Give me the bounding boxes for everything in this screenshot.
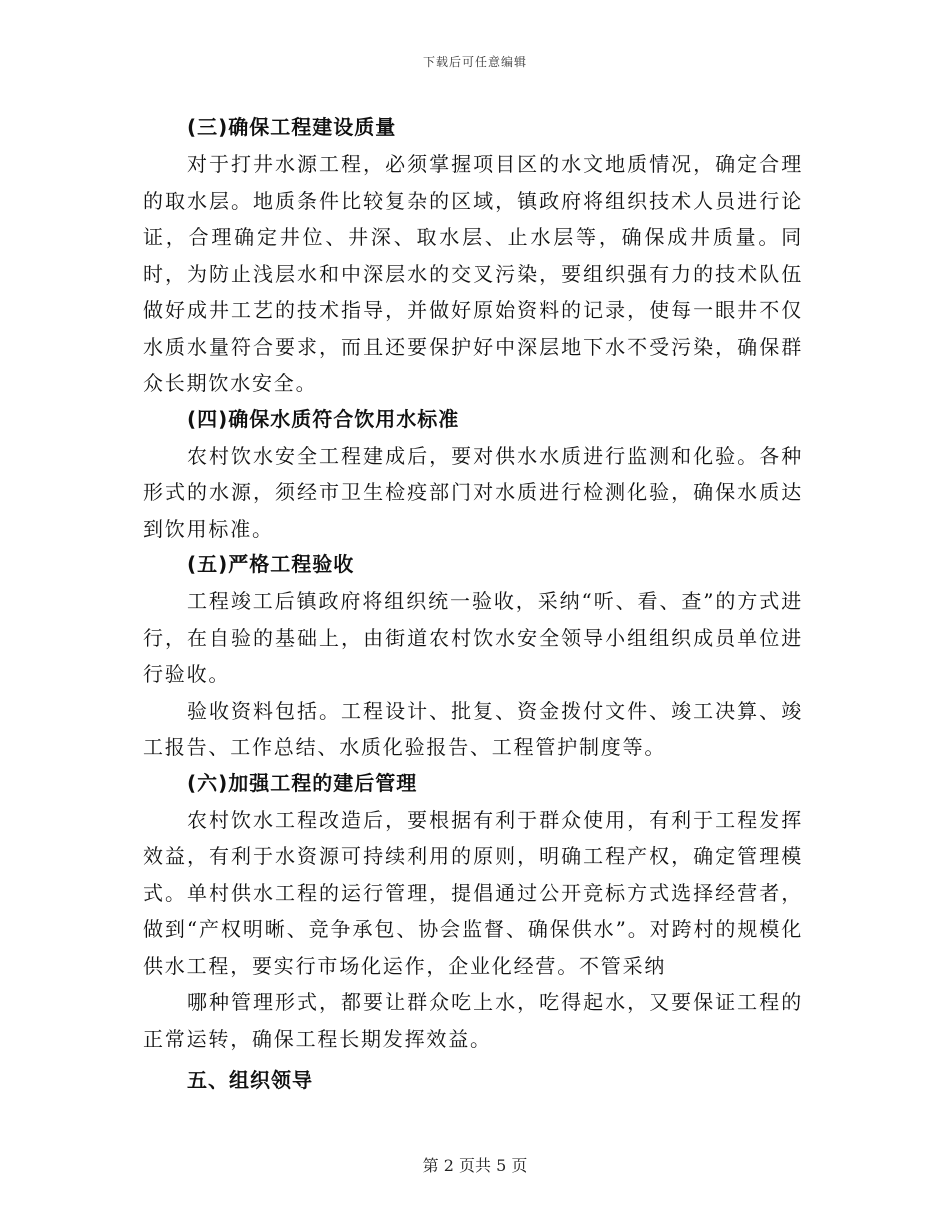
paragraph: 工程竣工后镇政府将组织统一验收，采纳“听、看、查”的方式进行，在自验的基础上，由街道农村饮水安全领导小组组织成员单位进行验收。: [143, 589, 803, 686]
section-4: [143, 402, 803, 548]
section-heading: (六)加强工程的建后管理: [187, 770, 418, 795]
section-heading: (三)确保工程建设质量: [187, 115, 397, 139]
page-header: 下载后可任意编辑: [422, 55, 527, 69]
document-body: [143, 110, 803, 1099]
paragraph: 验收资料包括。工程设计、批复、资金拨付文件、竣工决算、竣工报告、工作总结、水质化验报告、工程管护制度等。: [143, 698, 803, 759]
paragraph: 哪种管理形式，都要让群众吃上水，吃得起水，又要保证工程的正常运转，确保工程长期发挥效益。: [143, 990, 803, 1051]
section-3: [143, 110, 803, 402]
section-6: [143, 766, 803, 1058]
paragraph: 农村饮水安全工程建成后，要对供水水质进行监测和化验。各种形式的水源，须经市卫生检疫部门对水质进行检测化验，确保水质达到饮用标准。: [143, 443, 803, 541]
section-5: [143, 547, 803, 766]
paragraph: 农村饮水工程改造后，要根据有利于群众使用，有利于工程发挥效益，有利于水资源可持续利用的原则，明确工程产权，确定管理模式。单村供水工程的运行管理，提倡通过公开竞标方式选择经营者，做到“产权明晰、竞争承包、协会监督、确保供水”。对跨村的规模化供水工程，要实行市场化运作，企业化经营。不管采纳: [143, 807, 803, 978]
section-five: [143, 1063, 803, 1097]
page-number: 第 2 页共 5 页: [422, 1156, 528, 1175]
section-heading: (五)严格工程验收: [187, 552, 355, 576]
section-heading: (四)确保水质符合饮用水标准: [187, 406, 460, 431]
paragraph: 对于打井水源工程，必须掌握项目区的水文地质情况，确定合理的取水层。地质条件比较复杂的区域，镇政府将组织技术人员进行论证，合理确定井位、井深、取水层、止水层等，确保成井质量。同时，为防止浅层水和中深层水的交叉污染，要组织强有力的技术队伍做好成井工艺的技术指导，并做好原始资料的记录，使每一眼井不仅水质水量符合要求，而且还要保护好中深层地下水不受污染，确保群众长期饮水安全。: [143, 152, 803, 395]
section-heading: 五、组织领导: [187, 1068, 313, 1092]
